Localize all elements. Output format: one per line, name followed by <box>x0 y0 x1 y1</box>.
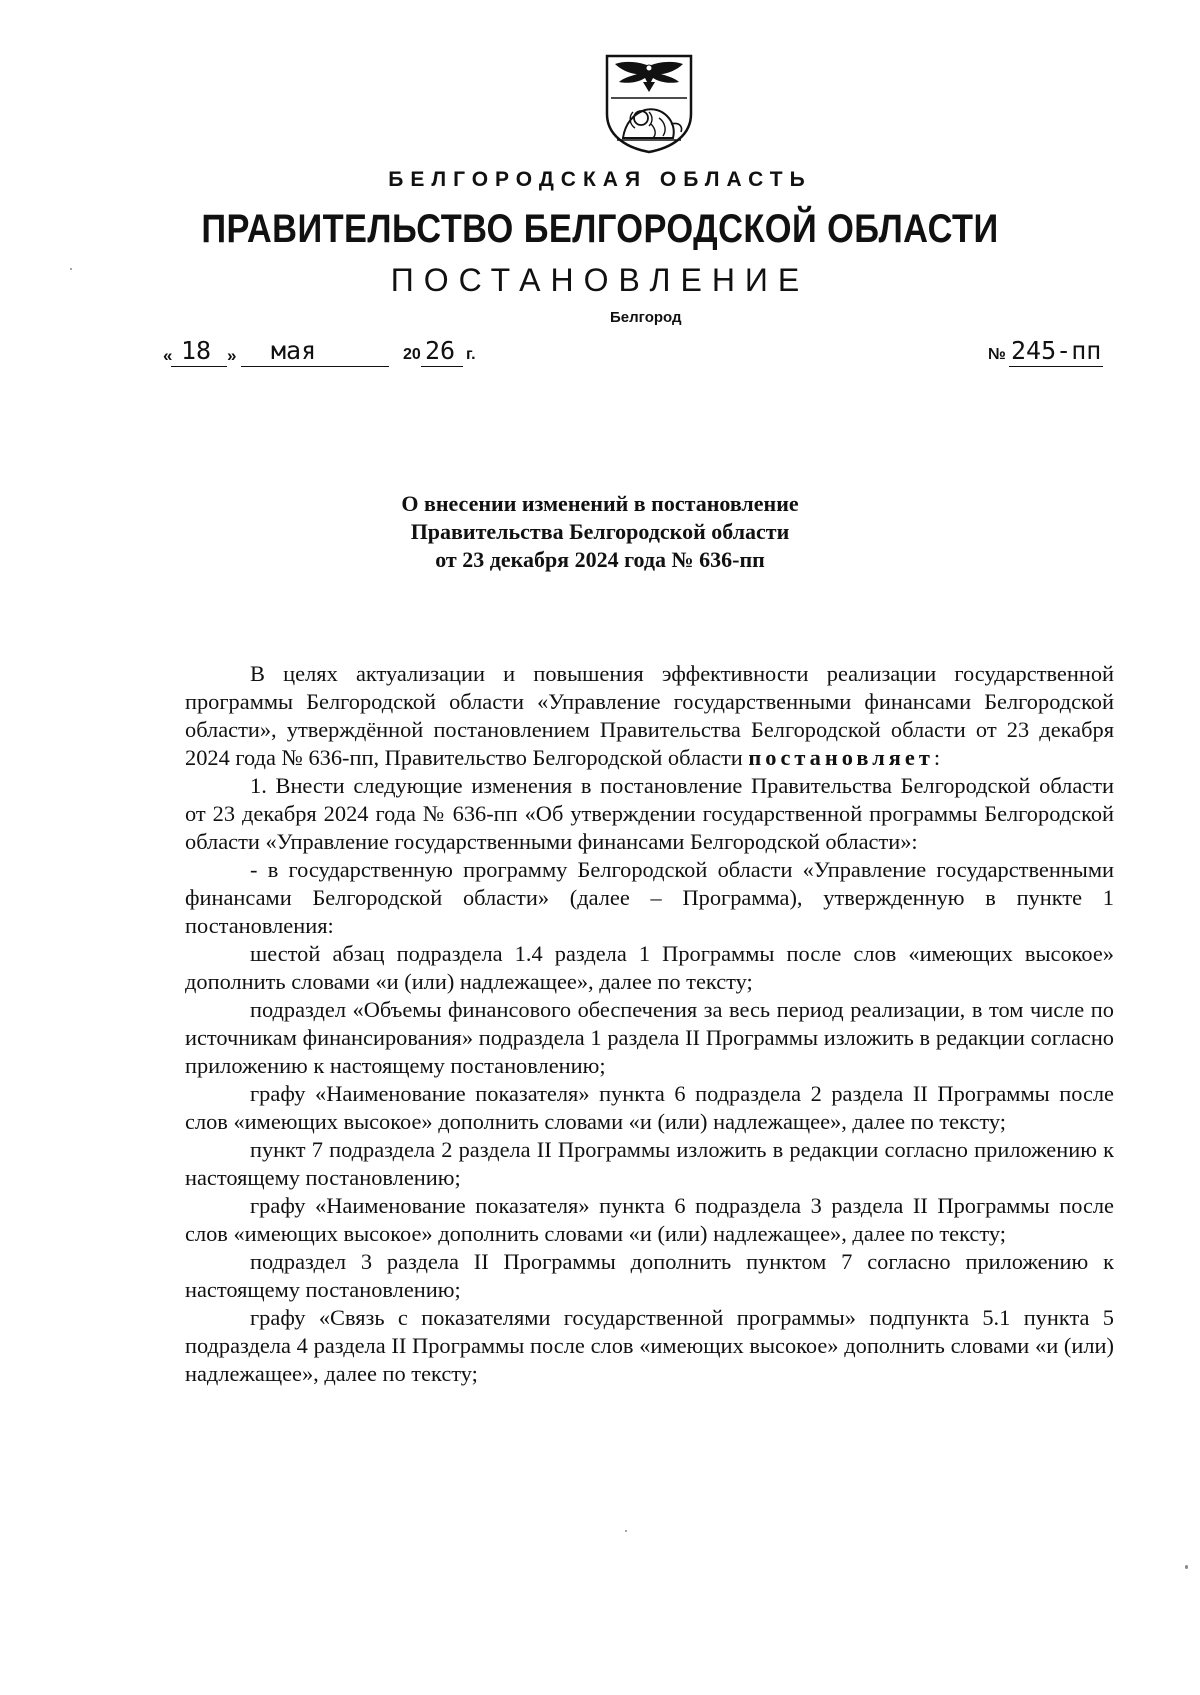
number-underline <box>1009 366 1103 367</box>
document-type: ПОСТАНОВЛЕНИЕ <box>390 262 810 298</box>
body-paragraph: графу «Связь с показателями государственной программы» подпункта 5.1 пункта 5 подраздела 4 раздела II Программы после слов «имеющих высокое» дополнить словами «и (или) надлежащее», далее по тексту; <box>185 1305 1114 1386</box>
month-underline <box>241 366 389 367</box>
date-open-quote: « <box>163 346 173 365</box>
colon: : <box>933 745 941 770</box>
body-paragraph: 1. Внести следующие изменения в постановление Правительства Белгородской области от 23 декабря 2024 года № 636-пп «Об утверждении государственной программы Белгородской области «Управление государственными финансами Белгородской области»: <box>185 773 1114 854</box>
date-number-row <box>163 336 1103 372</box>
document-title <box>0 490 1200 574</box>
date-year-suffix: 26 <box>425 336 456 365</box>
year-underline <box>421 366 463 367</box>
day-underline <box>171 366 227 367</box>
body-paragraph <box>185 660 1114 772</box>
paragraph-text: В целях актуализации и повышения эффективности реализации государственной программы Белгородской области «Управление государственными финансами Белгородской области», утверждённой постановлением Правительства Белгородской области от 23 декабря 2024 года № 636-пп, Правительство Белгородской области <box>185 661 1114 770</box>
government-name: ПРАВИТЕЛЬСТВО БЕЛГОРОДСКОЙ ОБЛАСТИ <box>201 207 999 251</box>
decree-number: 245-пп <box>1011 336 1102 365</box>
title-line: Правительства Белгородской области <box>410 519 790 544</box>
body-paragraph: подраздел «Объемы финансового обеспечения за весь период реализации, в том числе по источникам финансирования» подраздела 1 раздела II Программы изложить в редакции согласно приложению к настоящему постановлению; <box>185 997 1114 1078</box>
title-line: от 23 декабря 2024 года № 636-пп <box>435 547 765 572</box>
date-day: 18 <box>181 336 212 365</box>
body-paragraph: графу «Наименование показателя» пункта 6 подраздела 2 раздела II Программы после слов «имеющих высокое» дополнить словами «и (или) надлежащее», далее по тексту; <box>185 1081 1114 1134</box>
scan-speck <box>1185 1565 1188 1569</box>
body-paragraph: пункт 7 подраздела 2 раздела II Программы изложить в редакции согласно приложению к настоящему постановлению; <box>185 1137 1114 1190</box>
decrees-word: постановляет <box>748 745 934 770</box>
date-year-label: г. <box>466 346 476 363</box>
scan-speck <box>625 1530 627 1532</box>
body-paragraph: - в государственную программу Белгородской области «Управление государственными финансами Белгородской области» (далее – Программа), утвержденную в пункте 1 постановления: <box>185 857 1114 938</box>
region-name: БЕЛГОРОДСКАЯ ОБЛАСТЬ <box>388 168 812 191</box>
body-paragraph: графу «Наименование показателя» пункта 6 подраздела 3 раздела II Программы после слов «имеющих высокое» дополнить словами «и (или) надлежащее», далее по тексту; <box>185 1193 1114 1246</box>
body-paragraph: шестой абзац подраздела 1.4 раздела 1 Программы после слов «имеющих высокое» дополнить словами «и (или) надлежащее», далее по тексту; <box>185 941 1114 994</box>
city-name: Белгород <box>610 309 682 326</box>
date-close-quote: » <box>227 346 237 365</box>
title-line: О внесении изменений в постановление <box>401 491 799 516</box>
body-paragraph: подраздел 3 раздела II Программы дополнить пунктом 7 согласно приложению к настоящему постановлению; <box>185 1249 1114 1302</box>
scan-speck <box>70 268 72 270</box>
number-label: № <box>988 346 1006 363</box>
date-year-prefix: 20 <box>403 346 421 363</box>
date-month: мая <box>271 336 317 365</box>
document-body <box>185 660 1114 1388</box>
coat-of-arms-icon <box>603 52 695 154</box>
